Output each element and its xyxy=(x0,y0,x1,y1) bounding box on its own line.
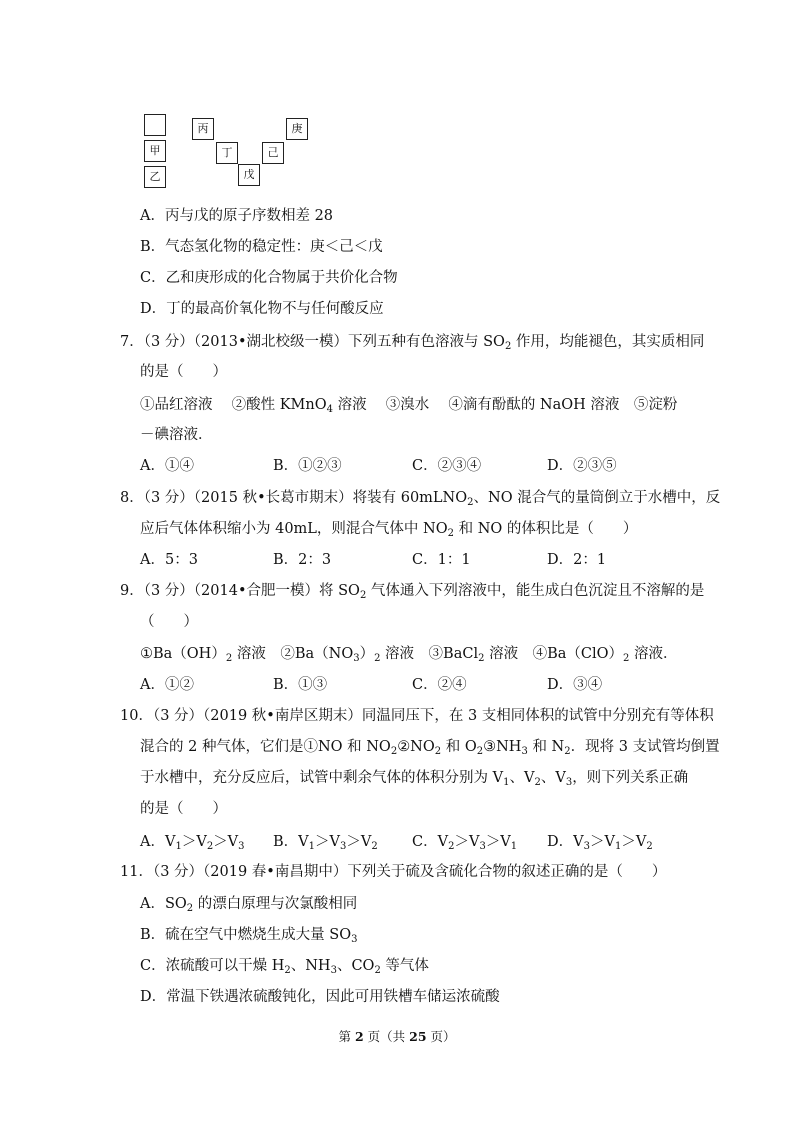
q7-items-line1: ①品红溶液 ②酸性 KMnO$_4$ 溶液 ③溴水 ④滴有酚酞的 NaOH 溶液 ⑤淀粉 xyxy=(140,397,678,415)
q10-stem-line2: 混合的 2 种气体，它们是①NO 和 $NO_2②NO_2$ 和 $O_2③NH_3$ 和 $N_2$．现将 3 支试管均倒置 xyxy=(140,739,720,757)
q11-option-d: D．常温下铁遇浓硫酸钝化，因此可用铁槽车储运浓硫酸 xyxy=(140,989,500,1005)
q10-option-b: B．$V_1>V_3>V_2$ xyxy=(273,834,378,852)
q8-stem-line2: 应后气体体积缩小为 40mL，则混合气体中 $NO_2$ 和 NO 的体积比是（ ） xyxy=(140,521,638,539)
page-footer: 第 2 页（共 25 页） xyxy=(338,1029,456,1044)
q8-option-b: B．2：3 xyxy=(273,552,332,568)
q7-option-c: C．②③④ xyxy=(412,458,482,474)
q11-stem: 11．（3 分）（2019 春•南昌期中）下列关于硫及含硫化合物的叙述正确的是（ ） xyxy=(120,864,667,880)
periodic-table-figure xyxy=(140,114,303,192)
figure-cell: 己 xyxy=(262,142,284,164)
q10-stem-line3: 于水槽中，充分反应后，试管中剩余气体的体积分别为 $V_1$、$V_2$、$V_3$，则下列关系正确 xyxy=(140,770,689,788)
q8-option-d: D．2：1 xyxy=(547,552,607,568)
q9-stem-line1: 9．（3 分）（2014•合肥一模）将 $SO_2$ 气体通入下列溶液中，能生成白色沉淀且不溶解的是 xyxy=(120,583,705,601)
q11-option-a: A．$SO_2$ 的漂白原理与次氯酸相同 xyxy=(140,896,358,914)
q7-stem-line2: 的是（ ） xyxy=(140,364,227,380)
q10-option-a: A．$V_1>V_2>V_3$ xyxy=(140,834,245,852)
q11-option-b: B．硫在空气中燃烧生成大量 $SO_3$ xyxy=(140,927,358,945)
q8-option-a: A．5：3 xyxy=(140,552,198,568)
q6-option-d: D．丁的最高价氧化物不与任何酸反应 xyxy=(140,301,384,317)
figure-cell: 乙 xyxy=(144,166,166,188)
q7-items-line2: －碘溶液． xyxy=(140,427,213,443)
q7-stem-line1: 7．（3 分）（2013•湖北校级一模）下列五种有色溶液与 $SO_2$ 作用，均能褪色，其实质相同 xyxy=(120,334,705,352)
figure-cell-blank xyxy=(144,114,166,136)
q10-stem-line1: 10．（3 分）（2019 秋•南岸区期末）同温同压下，在 3 支相同体积的试管中分别充有等体积 xyxy=(120,708,714,724)
q8-option-c: C．1：1 xyxy=(412,552,471,568)
q6-option-c: C．乙和庚形成的化合物属于共价化合物 xyxy=(140,270,398,286)
figure-cell: 戊 xyxy=(238,164,260,186)
q9-option-d: D．③④ xyxy=(547,677,603,693)
q6-option-b: B．气态氢化物的稳定性：庚＜己＜戊 xyxy=(140,239,383,255)
figure-cell: 甲 xyxy=(144,140,166,162)
q9-option-b: B．①③ xyxy=(273,677,328,693)
q7-option-d: D．②③⑤ xyxy=(547,458,617,474)
q10-option-c: C．$V_2>V_3>V_1$ xyxy=(412,834,518,852)
q9-option-a: A．①② xyxy=(140,677,194,693)
figure-cell: 丙 xyxy=(192,118,214,140)
q9-stem-line2: （ ） xyxy=(140,614,198,630)
figure-cell: 庚 xyxy=(286,118,308,140)
q9-items: $①Ba(OH)_2$ 溶液 $②Ba(NO_3)_2$ 溶液 ③BaCl$_2$ 溶液 $④Ba(ClO)_2$ 溶液． xyxy=(140,646,678,664)
q10-option-d: D．$V_3>V_1>V_2$ xyxy=(547,834,653,852)
figure-cell: 丁 xyxy=(216,142,238,164)
q6-option-a: A．丙与戊的原子序数相差 28 xyxy=(140,208,334,224)
q7-option-a: A．①④ xyxy=(140,458,194,474)
q7-option-b: B．①②③ xyxy=(273,458,342,474)
q8-stem-line1: 8．（3 分）（2015 秋•长葛市期末）将装有 60mLNO$_2$、NO 混合气的量筒倒立于水槽中，反 xyxy=(120,490,721,508)
q9-option-c: C．②④ xyxy=(412,677,467,693)
q11-option-c: C．浓硫酸可以干燥 $H_2$、$NH_3$、$CO_2$ 等气体 xyxy=(140,958,429,976)
q10-stem-line4: 的是（ ） xyxy=(140,801,227,817)
